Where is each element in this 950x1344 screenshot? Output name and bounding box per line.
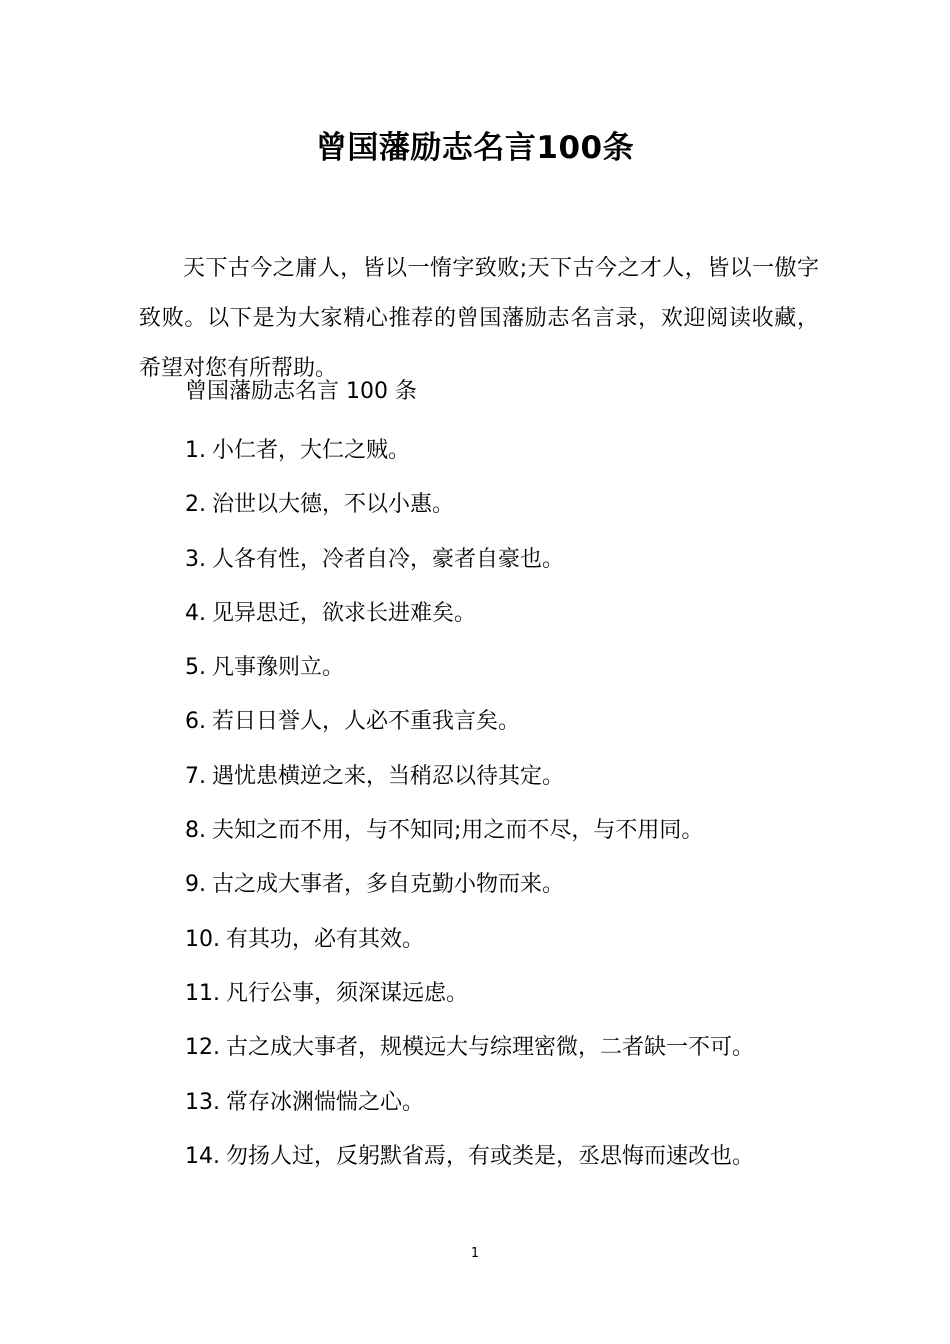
- quote-text: 治世以大德，不以小惠。: [212, 492, 455, 518]
- quote-number: 5.: [185, 655, 206, 681]
- quote-text: 古之成大事者，规模远大与综理密微，二者缺一不可。: [226, 1035, 755, 1061]
- quote-list: [185, 424, 754, 1184]
- list-item: [185, 1130, 754, 1184]
- quote-text: 常存冰渊惴惴之心。: [226, 1089, 425, 1115]
- quote-text: 凡事豫则立。: [212, 655, 345, 681]
- quote-number: 14.: [185, 1143, 220, 1169]
- intro-paragraph: 天下古今之庸人，皆以一惰字致败;天下古今之才人，皆以一傲字致败。以下是为大家精心推荐的曾国藩励志名言录，欢迎阅读收藏，希望对您有所帮助。: [139, 256, 819, 381]
- list-item: [185, 695, 754, 749]
- quote-text: 遇忧患横逆之来，当稍忍以待其定。: [212, 763, 565, 789]
- quote-text: 有其功，必有其效。: [226, 926, 425, 952]
- quote-number: 4.: [185, 600, 206, 626]
- quote-number: 13.: [185, 1089, 220, 1115]
- list-item: [185, 804, 754, 858]
- list-item: [185, 641, 754, 695]
- document-title: 曾国藩励志名言100条: [315, 129, 635, 166]
- quote-number: 10.: [185, 926, 220, 952]
- list-item: [185, 967, 754, 1021]
- list-item: [185, 424, 754, 478]
- list-item: [185, 1076, 754, 1130]
- quote-number: 8.: [185, 818, 206, 844]
- list-item: [185, 478, 754, 532]
- quote-number: 9.: [185, 872, 206, 898]
- list-item: [185, 913, 754, 967]
- quote-number: 11.: [185, 980, 220, 1006]
- quote-number: 6.: [185, 709, 206, 735]
- quote-text: 人各有性，冷者自冷，豪者自豪也。: [212, 546, 565, 572]
- quote-text: 夫知之而不用，与不知同;用之而不尽，与不用同。: [212, 818, 704, 844]
- quote-number: 1.: [185, 438, 206, 463]
- section-subtitle: 曾国藩励志名言 100 条: [185, 379, 417, 404]
- list-item: [185, 587, 754, 641]
- quote-text: 见异思迁，欲求长进难矣。: [212, 600, 477, 626]
- list-item: [185, 1021, 754, 1075]
- quote-number: 2.: [185, 492, 206, 518]
- quote-number: 12.: [185, 1035, 220, 1061]
- quote-number: 7.: [185, 763, 206, 789]
- page-number: 1: [470, 1246, 480, 1261]
- list-item: [185, 858, 754, 912]
- list-item: [185, 533, 754, 587]
- quote-text: 若日日誉人，人必不重我言矣。: [212, 709, 521, 735]
- quote-text: 勿扬人过，反躬默省焉，有或类是，丞思悔而速改也。: [226, 1143, 755, 1169]
- quote-text: 凡行公事，须深谋远虑。: [226, 980, 469, 1006]
- quote-number: 3.: [185, 546, 206, 572]
- quote-text: 小仁者，大仁之贼。: [212, 438, 411, 463]
- quote-text: 古之成大事者，多自克勤小物而来。: [212, 872, 565, 898]
- list-item: [185, 750, 754, 804]
